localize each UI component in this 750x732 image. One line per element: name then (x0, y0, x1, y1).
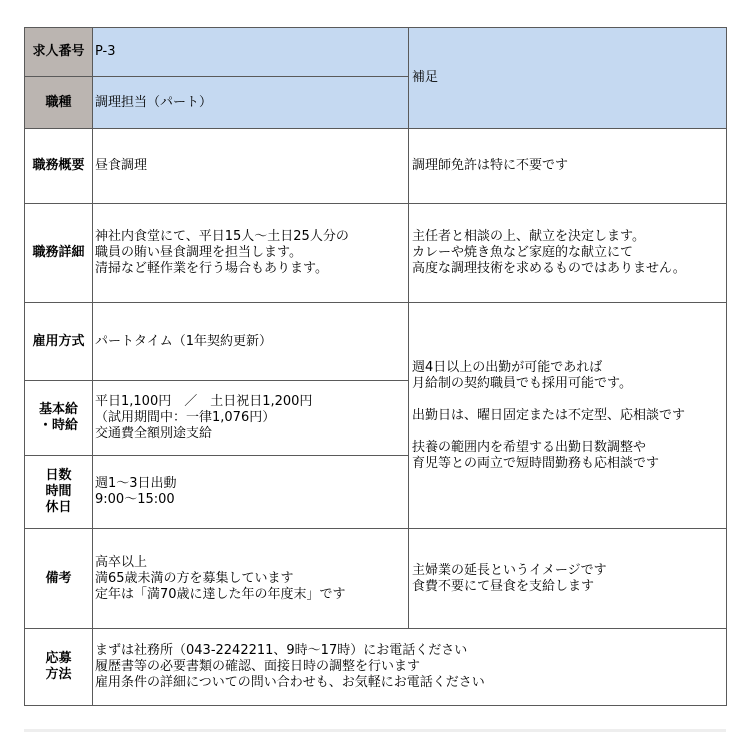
apply-label-line: 方法 (45, 667, 72, 682)
remarks-line: 高卒以上 (95, 554, 148, 570)
details-note-line: 高度な調理技術を求めるものではありません。 (412, 261, 686, 276)
pay-label-line: 基本給 (38, 402, 78, 417)
conditions-line: 扶養の範囲内を希望する出勤日数調整や (412, 439, 647, 455)
schedule-line: 週1～3日出動 (95, 476, 177, 491)
details-label: 職務詳細 (25, 204, 93, 303)
job-type-label: 職種 (25, 77, 93, 129)
pay-line: （試用期間中：一律1,076円） (95, 410, 276, 425)
schedule-line: 9:00～15:00 (95, 492, 175, 507)
row-job-number (25, 28, 727, 77)
remarks-label: 備考 (25, 529, 93, 629)
conditions-note (409, 303, 727, 529)
apply-line: 雇用条件の詳細についての問い合わせも、お気軽にお電話ください (95, 675, 485, 690)
details-note-line: 主任者と相談の上、献立を決定します。 (412, 229, 645, 244)
pay-label-line: ・時給 (38, 418, 78, 433)
conditions-line: 週4日以上の出勤が可能であれば (412, 359, 603, 375)
pay-label (25, 381, 93, 456)
job-posting-table (24, 27, 727, 706)
row-apply (25, 629, 727, 706)
pay-line: 交通費全額別途支給 (95, 426, 213, 441)
job-type-value: 調理担当（パート） (93, 77, 409, 129)
overview-value: 昼食調理 (93, 129, 409, 204)
remarks-note-line: 食費不要にて昼食を支給します (412, 578, 595, 594)
conditions-paragraph (412, 408, 723, 424)
remarks-line: 定年は「満70歳に達した年の年度末」です (95, 586, 346, 602)
employment-value: パートタイム（1年契約更新） (93, 303, 409, 381)
overview-note: 調理師免許は特に不要です (409, 129, 727, 204)
details-note-line: カレーや焼き魚など家庭的な献立にて (412, 245, 634, 260)
details-line: 職員の賄い昼食調理を担当します。 (95, 245, 302, 260)
apply-label (25, 629, 93, 706)
conditions-line: 出勤日は、曜日固定または不定型、応相談です (412, 407, 686, 423)
job-number-value: P-3 (93, 28, 409, 77)
remarks-note (409, 529, 727, 629)
job-number-label: 求人番号 (25, 28, 93, 77)
details-note (409, 204, 727, 303)
details-line: 清掃など軽作業を行う場合もあります。 (95, 261, 328, 276)
conditions-line: 月給制の契約職員でも採用可能です。 (412, 375, 632, 391)
apply-label-line: 応募 (45, 651, 72, 666)
row-details (25, 204, 727, 303)
row-remarks (25, 529, 727, 629)
conditions-line: 育児等との両立で短時間勤務も応相談です (412, 455, 660, 471)
schedule-label-line: 日数 (45, 468, 72, 483)
apply-line: まずは社務所（043-2242211、9時～17時）にお電話ください (95, 643, 468, 658)
schedule-value (93, 456, 409, 529)
pay-line: 平日1,100円 ／ 土日祝日1,200円 (95, 394, 313, 409)
conditions-paragraph (412, 360, 723, 392)
schedule-label-line: 休日 (45, 500, 72, 515)
details-line: 神社内食堂にて、平日15人～土日25人分の (95, 229, 349, 244)
apply-line: 履歴書等の必要書類の確認、面接日時の調整を行います (95, 659, 421, 674)
row-overview (25, 129, 727, 204)
apply-value (93, 629, 727, 706)
supplement-header: 補足 (409, 28, 727, 129)
row-employment (25, 303, 727, 381)
overview-label: 職務概要 (25, 129, 93, 204)
employment-label: 雇用方式 (25, 303, 93, 381)
remarks-note-line: 主婦業の延長というイメージです (412, 562, 607, 578)
remarks-line: 満65歳未満の方を募集しています (95, 570, 294, 586)
schedule-label-line: 時間 (45, 484, 72, 499)
details-value (93, 204, 409, 303)
remarks-value (93, 529, 409, 629)
pay-value (93, 381, 409, 456)
schedule-label (25, 456, 93, 529)
conditions-paragraph (412, 440, 723, 472)
